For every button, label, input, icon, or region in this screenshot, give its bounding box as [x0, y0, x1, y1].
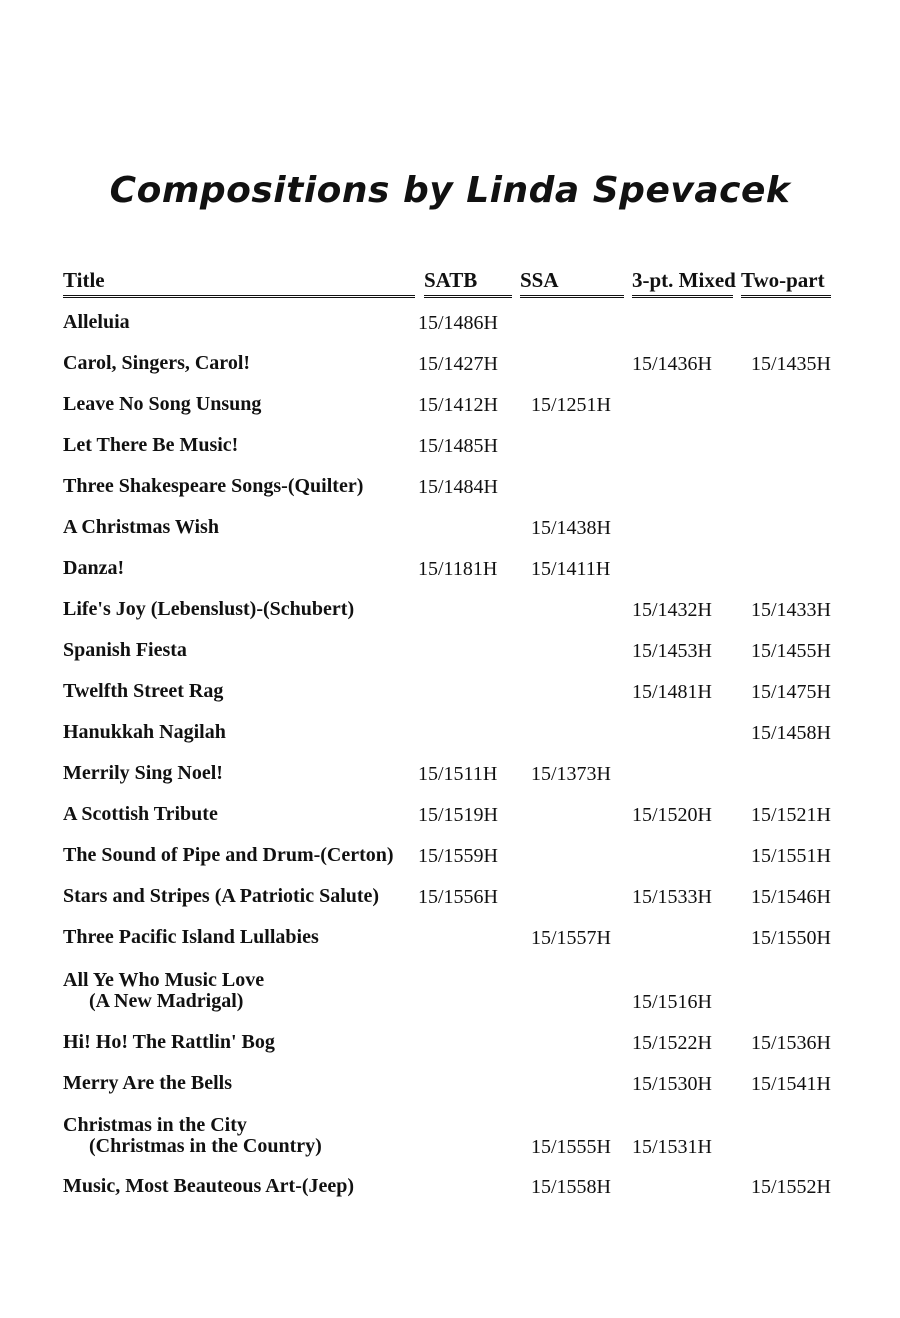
composition-title-text: Merry Are the Bells [63, 1072, 233, 1094]
composition-title [63, 1073, 232, 1094]
catalog-number-ssa: 15/1555H [531, 1136, 611, 1158]
composition-title-text: Carol, Singers, Carol! [63, 352, 251, 374]
composition-title [63, 886, 379, 907]
composition-title [63, 681, 223, 702]
catalog-number-mixed: 15/1432H [632, 599, 712, 621]
catalog-number-mixed: 15/1516H [632, 991, 712, 1013]
header-title: Title [63, 268, 415, 298]
composition-title-text: Life's Joy (Lebenslust)-(Schubert) [63, 598, 355, 620]
composition-title-text: Hi! Ho! The Rattlin' Bog [63, 1031, 275, 1053]
composition-title-text: Hanukkah Nagilah [63, 721, 226, 743]
composition-title [63, 970, 264, 1012]
catalog-number-mixed: 15/1436H [632, 353, 712, 375]
header-satb: SATB [424, 268, 512, 298]
composition-title-text: Music, Most Beauteous Art-(Jeep) [63, 1175, 355, 1197]
catalog-number-satb: 15/1486H [418, 312, 498, 334]
composition-subtitle: (A New Madrigal) [89, 990, 244, 1012]
composition-title-text: Let There Be Music! [63, 434, 239, 456]
composition-title-text: Twelfth Street Rag [63, 680, 224, 702]
composition-title-text: Alleluia [63, 311, 130, 333]
composition-title [63, 353, 250, 374]
composition-title [63, 312, 130, 333]
composition-title-text: The Sound of Pipe and Drum-(Certon) [63, 844, 394, 866]
catalog-number-satb: 15/1484H [418, 476, 498, 498]
catalog-number-satb: 15/1559H [418, 845, 498, 867]
catalog-number-mixed: 15/1533H [632, 886, 712, 908]
composition-title [63, 599, 354, 620]
catalog-number-twopart: 15/1550H [751, 927, 831, 949]
composition-title [63, 435, 238, 456]
header-two-part: Two-part [741, 268, 831, 298]
composition-title-text: A Christmas Wish [63, 516, 219, 538]
composition-title [63, 1176, 354, 1197]
catalog-number-twopart: 15/1552H [751, 1176, 831, 1198]
composition-title [63, 640, 187, 661]
catalog-number-satb: 15/1511H [418, 763, 498, 785]
catalog-number-twopart: 15/1546H [751, 886, 831, 908]
catalog-number-satb: 15/1519H [418, 804, 498, 826]
composition-title-text: Stars and Stripes (A Patriotic Salute) [63, 885, 380, 907]
catalog-number-twopart: 15/1433H [751, 599, 831, 621]
composition-title-text: Leave No Song Unsung [63, 393, 262, 415]
page-title: Compositions by Linda Spevacek [109, 170, 791, 211]
catalog-number-ssa: 15/1251H [531, 394, 611, 416]
catalog-number-mixed: 15/1530H [632, 1073, 712, 1095]
catalog-number-twopart: 15/1455H [751, 640, 831, 662]
composition-title-text: Three Shakespeare Songs-(Quilter) [63, 475, 364, 497]
composition-title-text: A Scottish Tribute [63, 803, 218, 825]
composition-title-text: Christmas in the City [63, 1114, 247, 1136]
catalog-number-ssa: 15/1558H [531, 1176, 611, 1198]
composition-title [63, 517, 219, 538]
composition-title [63, 1032, 275, 1053]
header-3pt-mixed: 3-pt. Mixed [632, 268, 733, 298]
catalog-number-mixed: 15/1520H [632, 804, 712, 826]
composition-title [63, 845, 394, 866]
catalog-number-twopart: 15/1521H [751, 804, 831, 826]
catalog-number-satb: 15/1181H [418, 558, 498, 580]
catalog-number-twopart: 15/1435H [751, 353, 831, 375]
composition-title-text: Merrily Sing Noel! [63, 762, 223, 784]
catalog-number-twopart: 15/1475H [751, 681, 831, 703]
catalog-number-twopart: 15/1458H [751, 722, 831, 744]
catalog-number-satb: 15/1412H [418, 394, 498, 416]
catalog-number-twopart: 15/1541H [751, 1073, 831, 1095]
catalog-number-satb: 15/1427H [418, 353, 498, 375]
header-ssa: SSA [520, 268, 624, 298]
composition-title [63, 927, 319, 948]
composition-title [63, 722, 226, 743]
catalog-number-satb: 15/1556H [418, 886, 498, 908]
catalog-number-mixed: 15/1453H [632, 640, 712, 662]
catalog-number-mixed: 15/1481H [632, 681, 712, 703]
composition-title-text: Spanish Fiesta [63, 639, 187, 661]
catalog-number-twopart: 15/1551H [751, 845, 831, 867]
composition-title-text: Danza! [63, 557, 125, 579]
table-header [0, 268, 900, 298]
catalog-number-mixed: 15/1531H [632, 1136, 712, 1158]
composition-subtitle: (Christmas in the Country) [89, 1135, 322, 1157]
catalog-number-ssa: 15/1373H [531, 763, 611, 785]
composition-title [63, 394, 261, 415]
composition-title-text: Three Pacific Island Lullabies [63, 926, 319, 948]
catalog-number-satb: 15/1485H [418, 435, 498, 457]
composition-title [63, 1115, 322, 1157]
composition-title [63, 558, 124, 579]
catalog-number-mixed: 15/1522H [632, 1032, 712, 1054]
catalog-number-twopart: 15/1536H [751, 1032, 831, 1054]
catalog-number-ssa: 15/1557H [531, 927, 611, 949]
composition-title [63, 763, 223, 784]
composition-title-text: All Ye Who Music Love [63, 969, 265, 991]
composition-title [63, 476, 363, 497]
composition-title [63, 804, 218, 825]
catalog-number-ssa: 15/1411H [531, 558, 611, 580]
catalog-number-ssa: 15/1438H [531, 517, 611, 539]
